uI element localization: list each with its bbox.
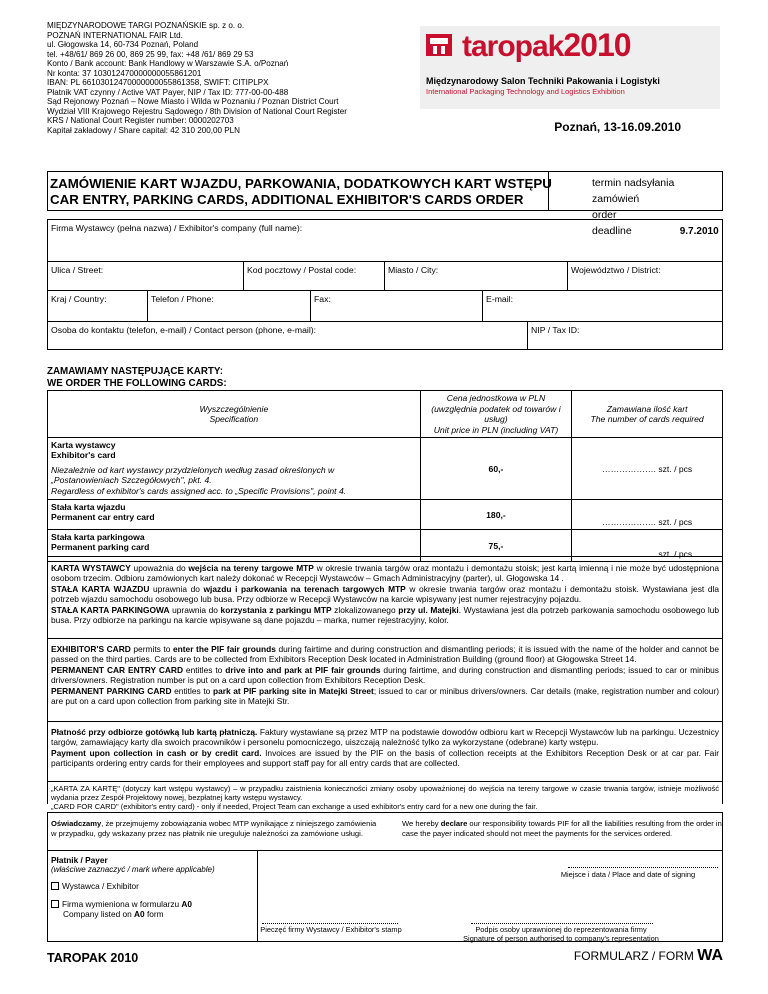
card-name-en: Exhibitor's card: [51, 450, 116, 461]
footer-form-code: WA: [697, 947, 723, 964]
footer-form-id: [574, 947, 723, 965]
person-row: [47, 321, 723, 350]
city-field[interactable]: [385, 262, 568, 290]
form-ref: A0: [181, 899, 193, 909]
payer-option-exhibitor[interactable]: [51, 881, 254, 891]
tax-id-field[interactable]: [528, 322, 722, 349]
street-field[interactable]: [48, 262, 244, 290]
place-date-line[interactable]: [568, 867, 718, 868]
company-line: ul. Głogowska 14, 60-734 Poznań, Poland: [47, 40, 199, 50]
deadline-box: [548, 171, 723, 237]
card-qty-field[interactable]: ………………. szt. / pcs: [572, 530, 723, 562]
city-date: Poznań, 13-16.09.2010: [554, 120, 681, 134]
table-row: [48, 438, 723, 500]
card-name-pl: Karta wystawcy: [51, 440, 116, 450]
info-english: [47, 638, 723, 721]
address-row: [47, 261, 723, 290]
logo-subtitle-pl: Międzynarodowy Salon Techniki Pakowania i Logistyki: [426, 76, 660, 86]
payer-option-company[interactable]: [51, 900, 254, 919]
info-text: entitles to: [183, 664, 226, 675]
email-label: E-mail:: [486, 294, 514, 304]
payer-title: Płatnik / Payer: [51, 855, 108, 865]
signature-caption-en: Signature of person authorised to company's representation: [463, 934, 659, 943]
payer-options: [48, 851, 258, 941]
payment-text-en: Invoices are issued by the PIF on the basis of collection receipts at the Exhibitors Reception Desk or at car par. Fair participants ordering entry cards for their employees and support staff pay for all entry cards that are collected.: [51, 747, 719, 769]
info-text: during fairtime, and during construction and dismantling periods; issued to car or minibus drivers/owners. Registration number is put on a card upon collection from Exhibitors Reception Desk.: [51, 664, 719, 686]
info-text: ; issued to car or minibus drivers/owners. Car details (make, registration number and colour) are put on a card upon collection from parking site in Matejki Str.: [51, 685, 720, 707]
info-lead: STAŁA KARTA WJAZDU: [51, 583, 150, 594]
card-for-card-info: [47, 781, 723, 812]
col-header-qty: Zamawiana ilość kart The number of cards required: [572, 391, 723, 438]
logo-subtitle-en: International Packaging Technology and Logistics Exhibition: [426, 87, 625, 96]
payer-option-label: Company listed on: [63, 908, 135, 919]
info-emph: korzystania z parkingu MTP: [220, 604, 332, 615]
contact-person-label: Osoba do kontaktu (telefon, e-mail) / Contact person (phone, e-mail):: [51, 325, 317, 335]
card-name-pl: Stała karta wjazdu: [51, 502, 126, 512]
declaration-en: [402, 819, 722, 838]
card-note-en: Regardless of exhibitor's cards assigned acc. to „Specific Provisions", point 4.: [51, 485, 347, 496]
col-header-price: Cena jednostkowa w PLN (uwzględnia podatek od towarów i usług) Unit price in PLN (including VAT): [420, 391, 572, 438]
payer-option-label: Firma wymieniona w formularzu: [62, 899, 182, 909]
company-line: IBAN: PL 66103012470000000055861358, SWIFT: CITIPLPX: [47, 78, 269, 88]
payment-text-pl: Faktury wystawiane są przez MTP na podstawie dowodów odbioru kart w Recepcji Wystawców lub na parkingu. Uczestnicy targów, zamawiający karty dla swoich pracowników i personelu pomocniczego, uiszczają należność tylko za wykorzystane (odebrane) karty wstępu.: [51, 727, 719, 748]
info-lead: KARTA WYSTAWCY: [51, 563, 131, 573]
info-text: uprawnia do: [169, 604, 221, 615]
info-lead: PERMANENT PARKING CARD: [51, 685, 172, 696]
payer-option-label: form: [144, 908, 164, 919]
payer-section: [47, 850, 723, 942]
company-line: MIĘDZYNARODOWE TARGI POZNAŃSKIE sp. z o. o.: [47, 21, 245, 30]
company-info: [47, 21, 467, 136]
company-line: Kapitał zakładowy / Share capital: 42 310 200,00 PLN: [47, 126, 241, 136]
orders-heading-pl: ZAMAWIAMY NASTĘPUJĄCE KARTY:: [47, 366, 223, 377]
card-price: 60,-: [420, 438, 572, 500]
card-for-card-pl: „KARTA ZA KARTĘ" (dotyczy kart wstępu wystawcy) – w przypadku zaistnienia konieczności zmiany osoby upoważnionej do wejścia na tereny targowe w czasie trwania targów, istnieje możliwość wydania przez Zespół Projektowy nowej, bezpłatnej karty wstępu wystawcy.: [51, 784, 719, 803]
card-price: 75,-: [420, 530, 572, 562]
company-line: tel. +48/61/ 869 26 00, 869 25 99, fax: +48 /61/ 869 29 53: [47, 49, 254, 59]
info-emph: enter the PIF fair grounds: [172, 644, 276, 654]
info-emph: wjazdu i parkowania na terenach targowych MTP: [203, 583, 406, 594]
table-header-row: [48, 391, 723, 438]
info-text: zlokalizowanego: [331, 604, 399, 615]
table-row: [48, 500, 723, 530]
company-line: POZNAŃ INTERNATIONAL FAIR Ltd.: [47, 30, 183, 40]
logo-year: 2010: [563, 27, 631, 63]
info-lead: EXHIBITOR'S CARD: [51, 644, 131, 654]
country-label: Kraj / Country:: [51, 294, 107, 304]
info-text: uprawnia do: [149, 583, 204, 594]
info-lead: PERMANENT CAR ENTRY CARD: [51, 664, 184, 675]
company-name-field[interactable]: [48, 220, 722, 261]
checkbox-exhibitor[interactable]: [51, 882, 59, 890]
signature-caption-pl: Podpis osoby uprawnionej do reprezentowania firmy: [475, 925, 647, 934]
orders-heading-en: WE ORDER THE FOLLOWING CARDS:: [47, 378, 227, 389]
info-lead: STAŁA KARTA PARKINGOWA: [51, 604, 170, 615]
form-title: [47, 171, 552, 211]
street-label: Ulica / Street:: [51, 265, 104, 275]
postal-code-field[interactable]: [244, 262, 385, 290]
card-qty-field[interactable]: ………………. szt. / pcs: [572, 438, 723, 500]
payer-option-label: Wystawca / Exhibitor: [62, 881, 139, 891]
payment-lead-pl: Płatność przy odbiorze gotówką lub kartą płatniczą.: [51, 727, 258, 737]
company-line: Konto / Bank account: Bank Handlowy w Warszawie S.A. o/Poznań: [47, 59, 289, 69]
title-en: CAR ENTRY, PARKING CARDS, ADDITIONAL EXHIBITOR'S CARDS ORDER: [50, 192, 524, 207]
city-label: Miasto / City:: [388, 265, 439, 275]
taropak-logo: [420, 26, 720, 109]
payment-info: [47, 721, 723, 781]
card-name-en: Permanent car entry card: [51, 512, 155, 523]
payer-subtitle: (właściwe zaznaczyć / mark where applicable): [51, 865, 215, 874]
info-emph: wejścia na tereny targowe MTP: [188, 563, 314, 573]
declaration: [47, 812, 723, 850]
declaration-pl: [51, 819, 378, 838]
phone-field[interactable]: [148, 291, 311, 321]
info-text: entitles to: [171, 685, 213, 696]
card-qty-field[interactable]: ………………. szt. / pcs: [572, 500, 723, 530]
email-field[interactable]: [483, 291, 722, 321]
signature-caption: [428, 925, 694, 943]
declaration-text-en: We hereby: [402, 819, 441, 828]
postal-code-label: Kod pocztowy / Postal code:: [247, 265, 357, 275]
company-line: Wydział VIII Krajowego Rejestru Sądowego / 8th Division of National Court Register: [47, 106, 347, 116]
declaration-text-en: our responsibility towards PIF for all the liabilities resulting from the order in case the payer indicated should not meet the payments for the services ordered.: [402, 819, 722, 838]
info-text: w okresie trwania targów oraz montażu i demontażu stoisk; jest kartą imienną i nie może być udostępniona osobom trzecim. Odbioru zamówionych kart należy dokonać w Recepcji Wystawców – Gmach Administracyjny (parter), ul. Głogowska 14 .: [51, 563, 719, 584]
footer-event-name: TAROPAK 2010: [47, 951, 139, 965]
orders-heading: [47, 366, 227, 390]
place-date-caption: Miejsce i data / Place and date of signing: [560, 870, 696, 879]
stamp-line[interactable]: [262, 923, 398, 924]
card-note-pl: Niezależnie od kart wystawcy przydzielonych według zasad określonych w „Postanowieniach Szczegółowych", pkt. 4.: [51, 464, 335, 486]
info-polish: [47, 556, 723, 638]
fax-field[interactable]: [311, 291, 483, 321]
fax-label: Fax:: [314, 294, 331, 304]
col-header-spec: Wyszczególnienie Specification: [48, 391, 421, 438]
info-emph: park at PIF parking site in Matejki Street: [212, 685, 374, 696]
company-line: Sąd Rejonowy Poznań – Nowe Miasto i Wilda w Poznaniu / Poznan District Court: [47, 97, 339, 107]
info-text: . Wystawiana jest dla potrzeb parkowania samochodu osobowego lub busa. Przy odbiorze na parkingu na karcie wpisywane są dane pojazdu – marka, numer rejestracyjny, kolor.: [51, 604, 720, 626]
company-line: KRS / National Court Register number: 0000202703: [47, 116, 234, 126]
deadline-date: 9.7.2010: [679, 226, 719, 237]
card-price: 180,-: [420, 500, 572, 530]
info-text: upoważnia do: [130, 563, 189, 573]
checkbox-company[interactable]: [51, 900, 59, 908]
company-line: Płatnik VAT czynny / Active VAT Payer, NIP / Tax ID: 777-00-00-488: [47, 87, 289, 97]
contact-person-field[interactable]: [48, 322, 528, 349]
declaration-text-pl: , że przejmujemy zobowiązania wobec MTP wynikające z niniejszego zamówienia w przypadku, gdy wskazany przez nas płatnik nie ureguluje należności za zamówione usługi.: [51, 819, 377, 838]
declaration-lead-pl: Oświadczamy: [51, 819, 102, 828]
form-ref: A0: [134, 908, 145, 919]
info-text: during fairtime and during construction and dismantling periods; it is issued with the name of the holder and cannot be passed on the third parties. Cards are to be collected from Exhibitors Reception Desk located in Administration Building (ground floor) at Głogowska Street 14.: [51, 644, 720, 665]
company-name-label: Firma Wystawcy (pełna nazwa) / Exhibitor's company (full name):: [51, 223, 303, 233]
title-pl: ZAMÓWIENIE KART WJAZDU, PARKOWANIA, DODATKOWYCH KART WSTĘPU: [50, 176, 552, 191]
stamp-caption: Pieczęć firmy Wystawcy / Exhibitor's stamp: [260, 925, 402, 934]
signature-line[interactable]: [471, 923, 653, 924]
card-for-card-en: „CARD FOR CARD" (exhibitor's entry card) - only if needed, Project Team can exchange a used exhibitor's entry card for a new one during the fair.: [51, 802, 538, 812]
card-spec: [48, 500, 421, 530]
card-spec: [48, 438, 421, 500]
info-text: w okresie trwania targów oraz montażu i demontażu stoisk. Wystawiana jest dla potrzeb wjazdu samochodu osobowego lub busa. Przy odbiorze w Recepcji Wystawców na karcie wpisywany jest numer rejestracyjny pojazdu.: [51, 583, 719, 605]
card-name-pl: Stała karta parkingowa: [51, 532, 145, 542]
info-emph: drive into and park at PIF fair grounds: [225, 664, 381, 675]
tax-id-label: NIP / Tax ID:: [531, 325, 580, 335]
company-line: Nr konta: 37 103012470000000055861201: [47, 68, 202, 78]
deadline-label-en: order deadline: [592, 209, 632, 237]
info-emph: przy ul. Matejki: [398, 604, 459, 615]
district-label: Województwo / District:: [571, 265, 661, 275]
card-name-en: Permanent parking card: [51, 542, 150, 553]
footer-form-label: FORMULARZ / FORM: [573, 949, 698, 963]
company-field-row: [47, 219, 723, 261]
info-text: permits to: [130, 644, 173, 654]
logo-name: taropak: [462, 30, 564, 63]
payment-lead-en: Payment upon collection in cash or by credit card.: [51, 747, 262, 758]
declaration-lead-en: declare: [440, 819, 468, 828]
country-field[interactable]: [48, 291, 148, 321]
deadline-label-pl: termin nadsyłania zamówień: [592, 177, 675, 205]
cards-table: [47, 390, 723, 562]
district-field[interactable]: [568, 262, 722, 290]
contact-row: [47, 290, 723, 321]
phone-label: Telefon / Phone:: [151, 294, 214, 304]
